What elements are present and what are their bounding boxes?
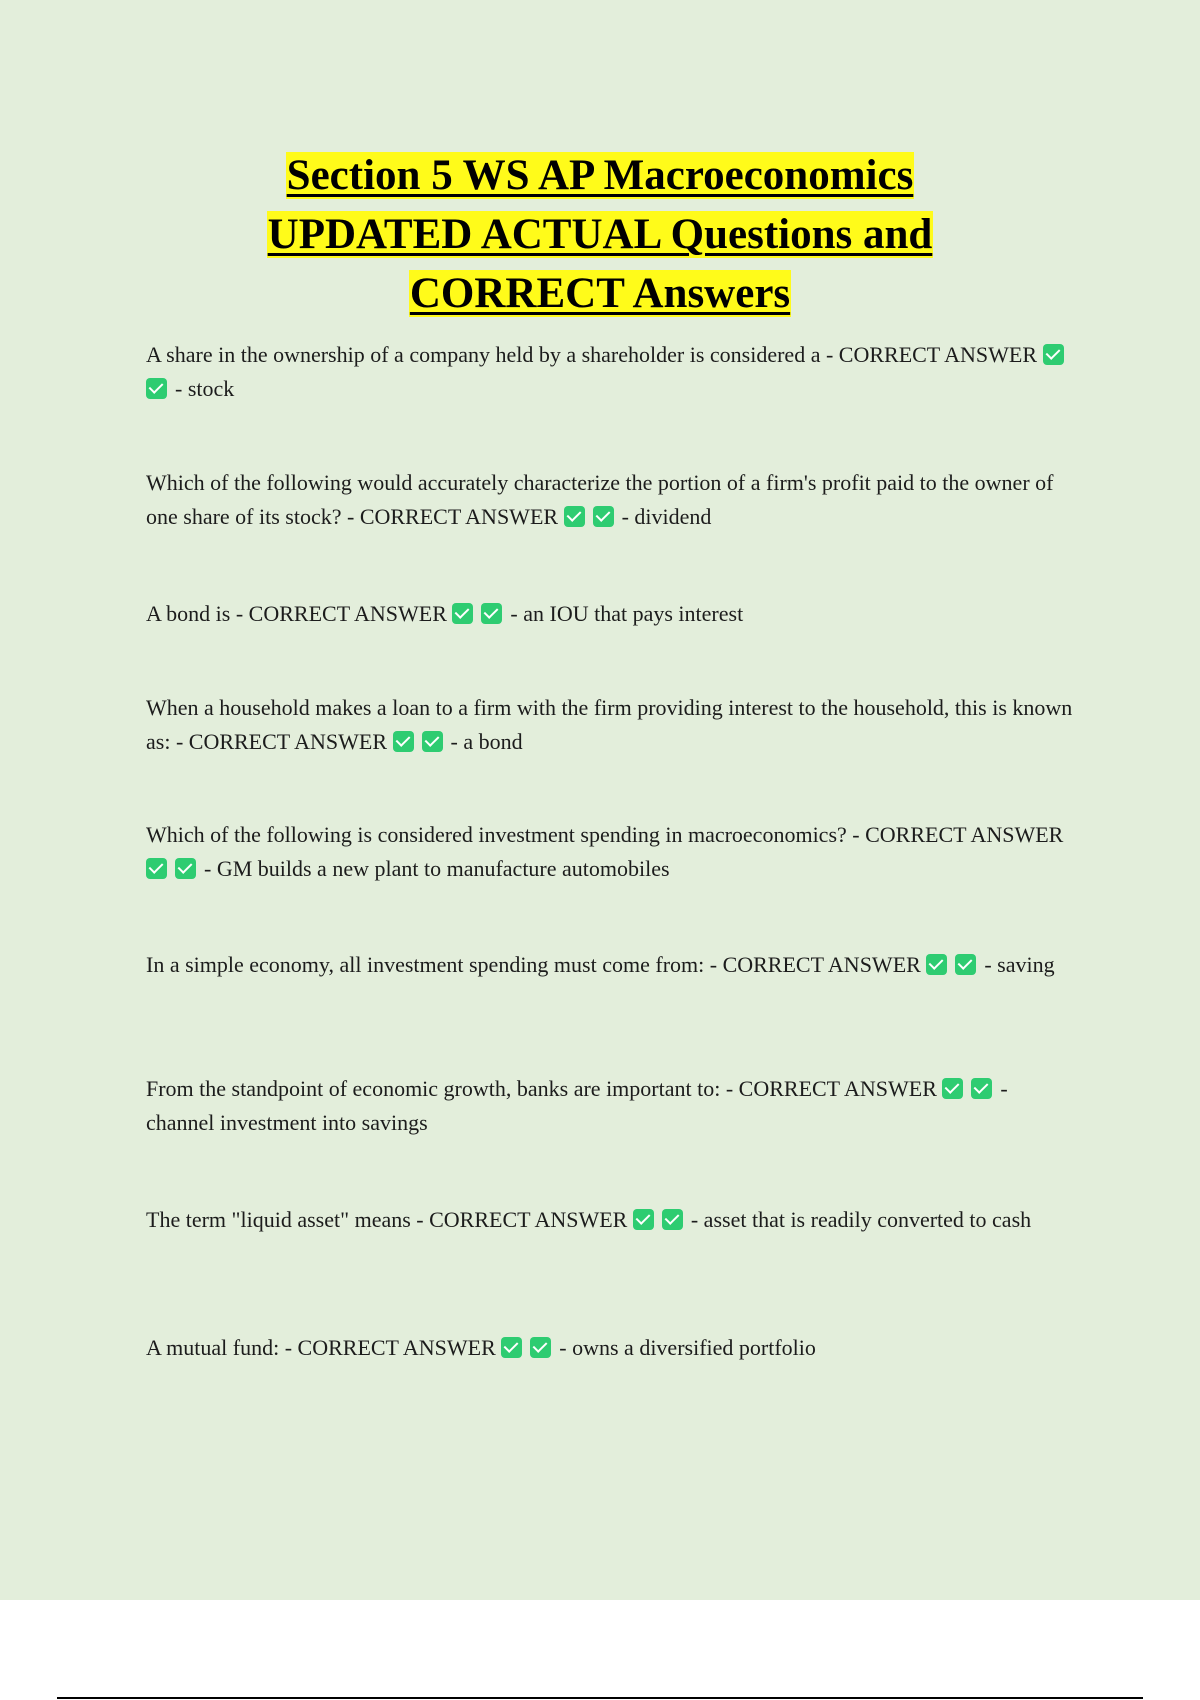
qa-entry <box>146 818 1076 886</box>
check-box-icon <box>501 1337 522 1358</box>
answer-text: - dividend <box>621 504 712 529</box>
title-line: Section 5 WS AP Macroeconomics <box>286 152 914 199</box>
answer-text: - channel investment into savings <box>146 1076 1008 1135</box>
check-box-icon <box>530 1337 551 1358</box>
footer-divider <box>57 1697 1143 1699</box>
title-line: CORRECT Answers <box>409 270 791 317</box>
question-text: Which of the following is considered investment spending in macroeconomics? - CORRECT ANSWER <box>146 822 1064 847</box>
title-line: UPDATED ACTUAL Questions and <box>267 211 933 258</box>
check-box-icon <box>593 506 614 527</box>
check-box-icon <box>971 1078 992 1099</box>
document-title <box>0 146 1200 323</box>
answer-text: - GM builds a new plant to manufacture automobiles <box>204 856 670 881</box>
check-box-icon <box>146 378 167 399</box>
question-text: The term "liquid asset" means - CORRECT ANSWER <box>146 1207 628 1232</box>
qa-entry <box>146 948 1076 982</box>
check-box-icon <box>422 731 443 752</box>
check-box-icon <box>955 954 976 975</box>
question-text: In a simple economy, all investment spending must come from: - CORRECT ANSWER <box>146 952 921 977</box>
qa-entry <box>146 338 1076 406</box>
question-text: When a household makes a loan to a firm with the firm providing interest to the household, this is known as: - CORRECT ANSWER <box>146 695 1073 754</box>
question-text: A mutual fund: - CORRECT ANSWER <box>146 1335 496 1360</box>
qa-entry <box>146 597 1076 631</box>
answer-text: - a bond <box>450 729 523 754</box>
question-text: A bond is - CORRECT ANSWER <box>146 601 447 626</box>
question-text: A share in the ownership of a company held by a shareholder is considered a - CORRECT ANSWER <box>146 342 1038 367</box>
qa-entry <box>146 691 1076 759</box>
check-box-icon <box>662 1209 683 1230</box>
check-box-icon <box>942 1078 963 1099</box>
check-box-icon <box>926 954 947 975</box>
check-box-icon <box>393 731 414 752</box>
check-box-icon <box>175 858 196 879</box>
check-box-icon <box>633 1209 654 1230</box>
check-box-icon <box>481 603 502 624</box>
answer-text: - saving <box>984 952 1055 977</box>
question-text: Which of the following would accurately characterize the portion of a firm's profit paid to the owner of one share of its stock? - CORRECT ANSWER <box>146 470 1054 529</box>
answer-text: - stock <box>175 376 235 401</box>
qa-entry <box>146 1331 1076 1365</box>
check-box-icon <box>564 506 585 527</box>
answer-text: - asset that is readily converted to cash <box>690 1207 1032 1232</box>
check-box-icon <box>146 858 167 879</box>
check-box-icon <box>1043 344 1064 365</box>
question-text: From the standpoint of economic growth, banks are important to: - CORRECT ANSWER <box>146 1076 937 1101</box>
answer-text: - owns a diversified portfolio <box>559 1335 816 1360</box>
qa-entry <box>146 466 1076 534</box>
check-box-icon <box>452 603 473 624</box>
answer-text: - an IOU that pays interest <box>510 601 744 626</box>
qa-entry <box>146 1072 1076 1140</box>
qa-entry <box>146 1203 1076 1237</box>
